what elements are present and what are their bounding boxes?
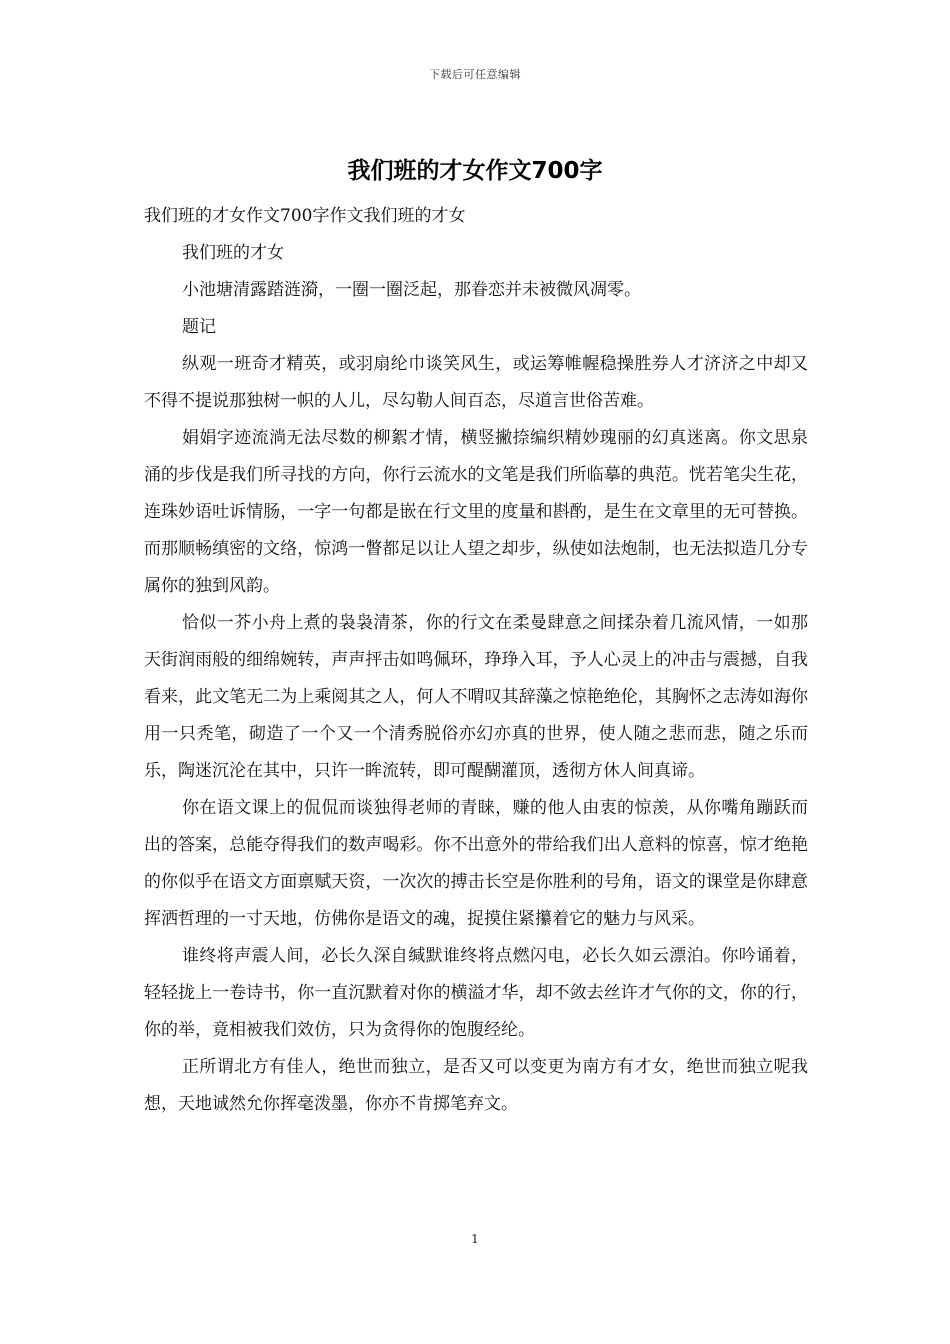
body-paragraph: 谁终将声震人间，必长久深自缄默谁终将点燃闪电，必长久如云漂泊。你吟诵着，轻轻拢上一卷诗书，你一直沉默着对你的横溢才华，却不敛去丝许才气你的文，你的行，你的举，竟相被我们效仿，只为贪得你的饱腹经纶。 [144, 946, 808, 1040]
page-number: 1 [471, 1232, 479, 1246]
paragraph-epigraph-label: 题记 [182, 317, 216, 337]
body-paragraph: 正所谓北方有佳人，绝世而独立，是否又可以变更为南方有才女，绝世而独立呢我想，天地诚然允你挥毫泼墨，你亦不肯掷笔弃文。 [144, 1057, 808, 1114]
document-title: 我们班的才女作文700字 [347, 158, 603, 184]
body-paragraph: 纵观一班奇才精英，或羽扇纶巾谈笑风生，或运筹帷幄稳操胜券人才济济之中却又不得不提说那独树一帜的人儿，尽勾勒人间百态，尽道言世俗苦难。 [144, 354, 808, 411]
body-paragraph: 娟娟字迹流淌无法尽数的柳絮才情，横竖撇捺编织精妙瑰丽的幻真迷离。你文思泉涌的步伐是我们所寻找的方向，你行云流水的文笔是我们所临摹的典范。恍若笔尖生花，连珠妙语吐诉情肠，一字一句都是嵌在行文里的度量和斟酌，是生在文章里的无可替换。而那顺畅缜密的文络，惊鸿一瞥都足以让人望之却步，纵使如法炮制，也无法拟造几分专属你的独到风韵。 [144, 428, 808, 596]
paragraph-subtitle: 我们班的才女作文700字作文我们班的才女 [144, 206, 466, 226]
body-paragraph: 恰似一芥小舟上煮的袅袅清茶，你的行文在柔曼肆意之间揉杂着几流风情，一如那天街润雨般的细绵婉转，声声抨击如鸣佩环，琤琤入耳，予人心灵上的冲击与震撼，自我看来，此文笔无二为上乘阅其之人，何人不喟叹其辞藻之惊艳绝伦，其胸怀之志涛如海你用一只秃笔，砌造了一个又一个清秀脱俗亦幻亦真的世界，使人随之悲而悲，随之乐而乐，陶迷沉沦在其中，只许一眸流转，即可醍醐灌顶，透彻方休人间真谛。 [144, 613, 808, 781]
header-note: 下载后可任意编辑 [429, 68, 521, 81]
paragraph-heading: 我们班的才女 [182, 243, 284, 263]
paragraph-epigraph: 小池塘清露踏涟漪，一圈一圈泛起，那眷恋并未被微风凋零。 [182, 280, 641, 300]
document-body [144, 198, 808, 1123]
body-paragraph: 你在语文课上的侃侃而谈独得老师的青睐，赚的他人由衷的惊羡，从你嘴角蹦跃而出的答案，总能夺得我们的数声喝彩。你不出意外的带给我们出人意料的惊喜，惊才绝艳的你似乎在语文方面禀赋天资，一次次的搏击长空是你胜利的号角，语文的课堂是你肆意挥洒哲理的一寸天地，仿佛你是语文的魂，捉摸住紧攥着它的魅力与风采。 [144, 798, 808, 929]
